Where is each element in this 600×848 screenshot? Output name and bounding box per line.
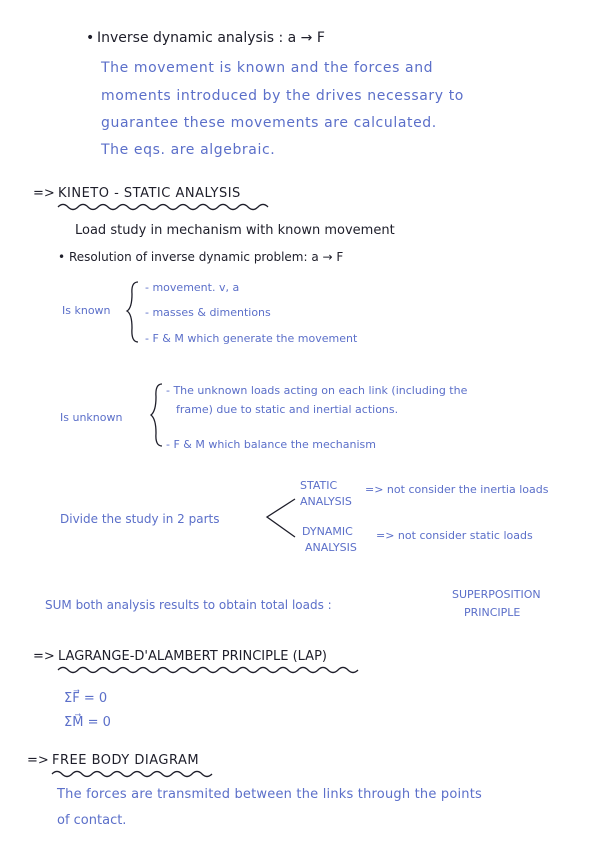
wavy-underline — [58, 665, 358, 677]
dynamic-label: DYNAMIC — [302, 525, 353, 538]
dynamic-note: => not consider static loads — [376, 529, 533, 542]
dynamic-label: ANALYSIS — [305, 541, 357, 554]
divide-label: Divide the study in 2 parts — [60, 512, 220, 526]
known-label: Is known — [62, 304, 111, 317]
known-item: - masses & dimentions — [145, 306, 271, 319]
static-label: ANALYSIS — [300, 495, 352, 508]
static-label: STATIC — [300, 479, 338, 492]
arrow-marker: => — [33, 649, 55, 664]
section-heading: KINETO - STATIC ANALYSIS — [58, 186, 241, 201]
description-line-3: guarantee these movements are calculated. — [101, 115, 437, 131]
unknown-item: - F & M which balance the mechanism — [166, 438, 376, 451]
equation-moment: ΣM⃗ = 0 — [64, 715, 111, 730]
superposition-label: SUPERPOSITION — [452, 588, 541, 601]
unknown-label: Is unknown — [60, 411, 123, 424]
bullet: • — [86, 30, 95, 46]
wavy-underline — [52, 769, 212, 781]
brace-icon — [126, 280, 140, 344]
superposition-label: PRINCIPLE — [464, 606, 521, 619]
wavy-underline — [58, 202, 272, 214]
known-item: - movement. v, a — [145, 281, 240, 294]
description-line-4: The eqs. are algebraic. — [101, 142, 276, 158]
description-line-1: The forces are transmited between the links through the points — [57, 787, 482, 802]
inverse-dynamic-title: Inverse dynamic analysis : a → F — [97, 30, 325, 46]
known-item: - F & M which generate the movement — [145, 332, 358, 345]
static-note: => not consider the inertia loads — [365, 483, 549, 496]
description-line-1: The movement is known and the forces and — [101, 60, 434, 76]
unknown-item-continued: frame) due to static and inertial actions. — [176, 403, 399, 416]
split-bracket-icon — [265, 497, 297, 539]
section-heading: LAGRANGE-D'ALAMBERT PRINCIPLE (LAP) — [58, 649, 327, 664]
resolution-line: Resolution of inverse dynamic problem: a → F — [69, 250, 344, 264]
brace-icon — [150, 382, 164, 448]
section-heading: FREE BODY DIAGRAM — [52, 753, 200, 768]
bullet: • — [58, 250, 66, 264]
subtitle: Load study in mechanism with known movement — [75, 223, 395, 238]
description-line-2: of contact. — [57, 813, 127, 828]
description-line-2: moments introduced by the drives necessary to — [101, 88, 464, 104]
sum-line: SUM both analysis results to obtain total loads : — [45, 598, 332, 612]
equation-force: ΣF⃗ = 0 — [64, 691, 108, 706]
arrow-marker: => — [27, 753, 49, 768]
arrow-marker: => — [33, 186, 55, 201]
unknown-item: - The unknown loads acting on each link (including the — [166, 384, 468, 397]
